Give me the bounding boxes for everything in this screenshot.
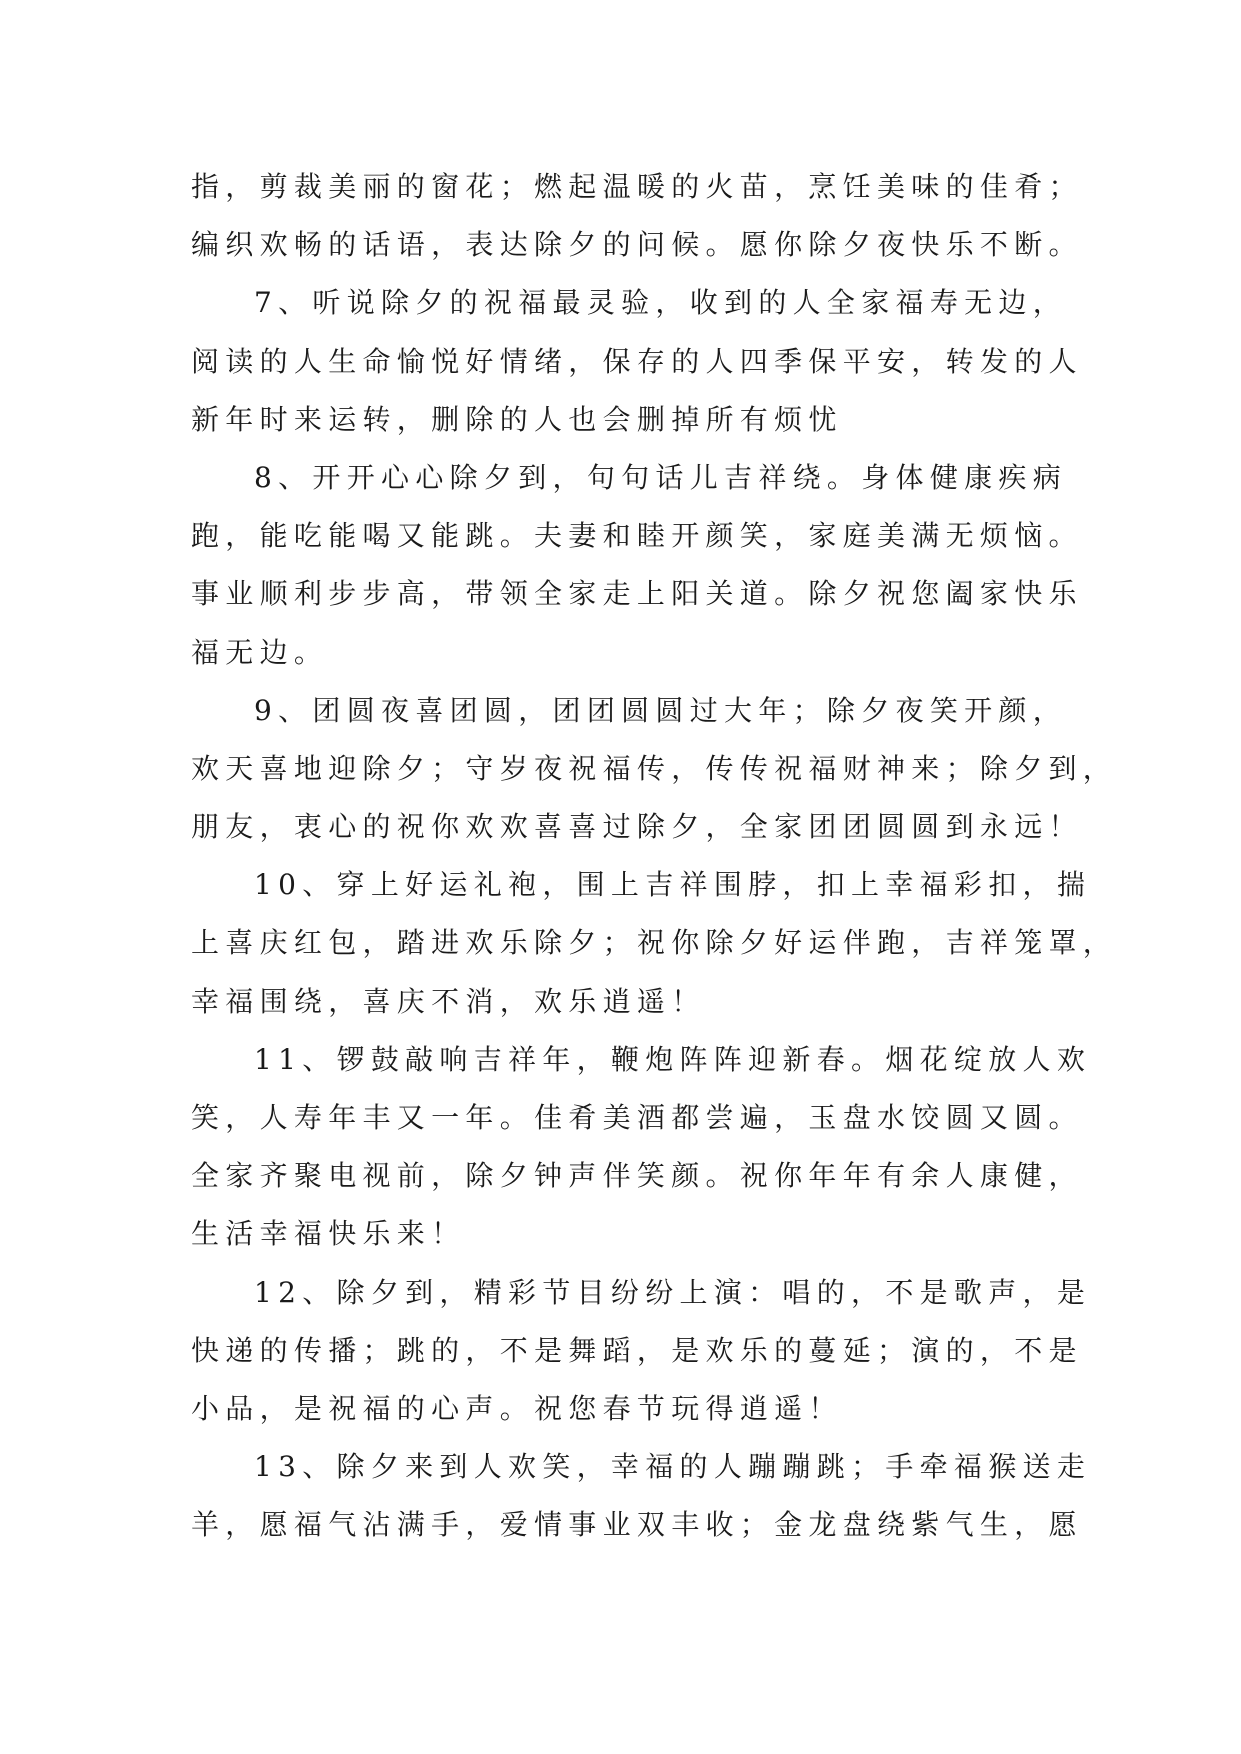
text-line: 全家齐聚电视前，除夕钟声伴笑颜。祝你年年有余人康健，	[191, 1159, 1083, 1193]
text-line: 快递的传播；跳的，不是舞蹈，是欢乐的蔓延；演的，不是	[191, 1333, 1083, 1367]
text-line: 羊，愿福气沾满手，爱情事业双丰收；金龙盘绕紫气生，愿	[191, 1508, 1083, 1542]
paragraph-11	[191, 1031, 1091, 1264]
text-line: 笑，人寿年丰又一年。佳肴美酒都尝遍，玉盘水饺圆又圆。	[191, 1101, 1083, 1134]
paragraph-12	[191, 1264, 1091, 1439]
text-line: 新年时来运转，删除的人也会删掉所有烦忧	[191, 402, 843, 436]
text-line: 跑，能吃能喝又能跳。夫妻和睦开颜笑，家庭美满无烦恼。	[191, 519, 1083, 553]
text-line: 阅读的人生命愉悦好情绪，保存的人四季保平安，转发的人	[191, 344, 1083, 378]
text-line: 幸福围绕，喜庆不消，欢乐逍遥！	[191, 984, 706, 1018]
text-line: 指，剪裁美丽的窗花；燃起温暖的火苗，烹饪美味的佳肴；	[191, 170, 1083, 203]
text-line: 事业顺利步步高，带领全家走上阳关道。除夕祝您阖家快乐	[191, 577, 1083, 611]
paragraph-7	[191, 274, 1091, 449]
text-line: 小品，是祝福的心声。祝您春节玩得逍遥！	[191, 1391, 843, 1425]
text-line: 10、穿上好运礼袍，围上吉祥围脖，扣上幸福彩扣，揣	[254, 868, 1092, 902]
document-body	[191, 158, 1118, 1555]
text-line: 上喜庆红包，踏进欢乐除夕；祝你除夕好运伴跑，吉祥笼罩，	[191, 926, 1118, 960]
text-line: 9、团圆夜喜团圆，团团圆圆过大年；除夕夜笑开颜，	[254, 693, 1068, 727]
paragraph-10	[191, 856, 1118, 1031]
text-line: 欢天喜地迎除夕；守岁夜祝福传，传传祝福财神来；除夕到，	[191, 751, 1118, 785]
text-line: 12、除夕到，精彩节目纷纷上演：唱的，不是歌声，是	[254, 1275, 1092, 1309]
text-line: 8、开开心心除夕到，句句话儿吉祥绕。身体健康疾病	[254, 460, 1068, 494]
text-line: 11、锣鼓敲响吉祥年，鞭炮阵阵迎新春。烟花绽放人欢	[254, 1042, 1092, 1076]
text-line: 7、听说除夕的祝福最灵验，收到的人全家福寿无边，	[254, 286, 1068, 320]
text-line: 编织欢畅的话语，表达除夕的问候。愿你除夕夜快乐不断。	[191, 228, 1083, 262]
paragraph-6-continuation	[191, 158, 1091, 274]
text-line: 朋友，衷心的祝你欢欢喜喜过除夕，全家团团圆圆到永远！	[191, 810, 1083, 844]
text-line: 生活幸福快乐来！	[191, 1217, 466, 1251]
text-line: 13、除夕来到人欢笑，幸福的人蹦蹦跳；手牵福猴送走	[254, 1450, 1092, 1484]
paragraph-9	[191, 682, 1118, 857]
text-line: 福无边。	[191, 635, 329, 669]
paragraph-8	[191, 449, 1091, 682]
paragraph-13	[191, 1438, 1091, 1554]
